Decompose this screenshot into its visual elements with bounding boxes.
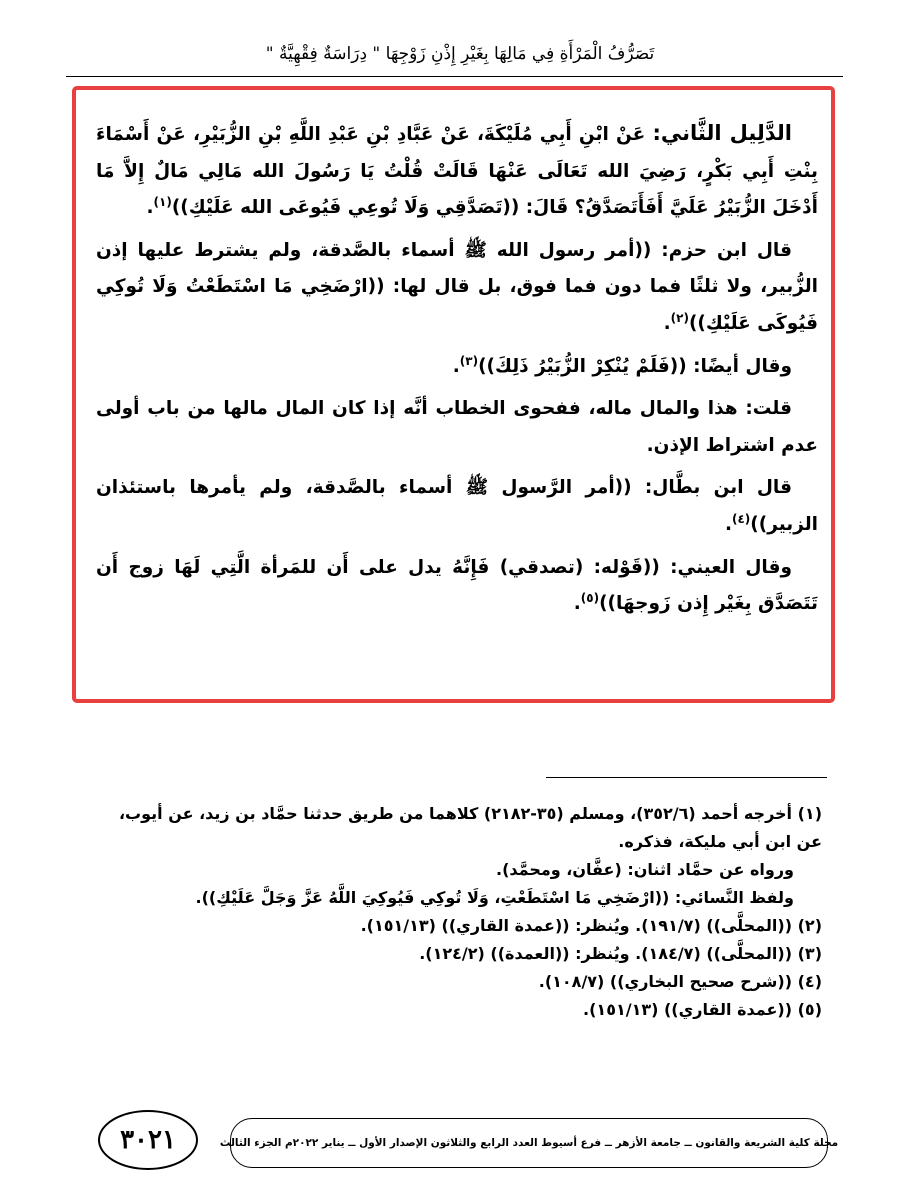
paragraph-text: وقال العيني: ((قَوْله: (تصدقي) فَإِنَّهُ يدل على أَن للمَرأة الَّتِي لَهَا زوج أَن تَتَصَدَّق بِغَيْر إِذن زَوجهَا)) <box>96 556 818 615</box>
paragraph-text: عَنْ ابْنِ أَبِي مُلَيْكَةَ، عَنْ عَبَّادِ بْنِ عَبْدِ اللَّهِ بْنِ الزُّبَيْرِ، عَنْ أَسْمَاءَ بِنْتِ أَبِي بَكْرٍ، رَضِيَ الله تَعَالَى عَنْهَا قَالَتْ قُلْتُ يَا رَسُولَ الله مَالِي مَالٌ إِلاَّ مَا أَدْخَلَ الزُّبَيْرُ عَلَيَّ أَفَأَتَصَدَّقُ؟ قَالَ: ((تَصَدَّقِي وَلَا تُوعِي فَيُوعَى الله عَلَيْكِ)) <box>96 124 818 219</box>
section-lead: الدَّلِيل الثَّاني: <box>652 121 793 145</box>
footnote-4: (٤) ((شرح صحيح البخاري)) (١٠٨/٧). <box>538 972 822 991</box>
paragraph-text: قلت: هذا والمال ماله، ففحوى الخطاب أنَّه إذا كان المال مالها من باب أولى عدم اشتراط الإذن. <box>96 398 818 456</box>
footnotes <box>96 800 822 1024</box>
paragraph-ibn-hazm-also: وقال أيضًا: ((فَلَمْ يُنْكِرْ الزُّبَيْرُ ذَلِكَ))$^{(٣)}$. <box>452 353 792 377</box>
footnote-ref-3[interactable]: (٣) <box>459 353 479 368</box>
running-header: تَصَرُّفُ الْمَرْأَةِ فِي مَالِهَا بِغَيْرِ إِذْنِ زَوْجِهَا " دِرَاسَةٌ فِقْهِيَّةٌ " <box>265 44 655 64</box>
paragraph-text: قال ابن بطَّال: ((أمر الرَّسول ﷺ أسماء بالصَّدقة، ولم يأمرها باستئذان الزبير)) <box>96 477 818 535</box>
footnote-divider <box>546 777 827 778</box>
footnote-ref-4[interactable]: (٤) <box>731 511 751 526</box>
footnote-1-narrators: ورواه عن حمَّاد اثنان: (عفَّان، ومحمَّد). <box>495 860 794 879</box>
paragraph-text: وقال أيضًا: ((فَلَمْ يُنْكِرْ الزُّبَيْرُ ذَلِكَ)) <box>478 355 792 377</box>
footnote-5: (٥) ((عمدة القاري)) (١٥١/١٣). <box>583 1000 822 1019</box>
footnote-ref-2[interactable]: (٢) <box>670 310 689 325</box>
footnote-ref-1[interactable]: (١) <box>153 195 172 210</box>
paragraph-evidence-two: الدَّلِيل الثَّاني: عَنْ ابْنِ أَبِي مُلَيْكَةَ، عَنْ عَبَّادِ بْنِ عَبْدِ اللَّهِ بْنِ الزُّبَيْرِ، عَنْ أَسْمَاءَ بِنْتِ أَبِي بَكْرٍ، رَضِيَ الله تَعَالَى عَنْهَا قَالَتْ قُلْتُ يَا رَسُولَ الله مَالِي مَالٌ إِلاَّ مَا أَدْخَلَ الزُّبَيْرُ عَلَيَّ أَفَأَتَصَدَّقُ؟ قَالَ: ((تَصَدَّقِي وَلَا تُوعِي فَيُوعَى الله عَلَيْكِ))$^{(١)}$. <box>96 121 818 219</box>
header-divider <box>66 76 843 77</box>
journal-footer: مجلة كلية الشريعة والقانون ــ جامعة الأزهر ــ فرع أسيوط العدد الرابع والثلاثون الإصدار الأول ــ يناير ٢٠٢٢م الجزء الثالث <box>230 1118 828 1168</box>
footnote-2: (٢) ((المحلَّى)) (١٩١/٧). ويُنظر: ((عمدة القاري)) (١٥١/١٣). <box>360 916 822 935</box>
footnote-1: (١) أخرجه أحمد (٣٥٢/٦)، ومسلم (٣٥-٢١٨٢) كلاهما من طريق حدثنا حمَّاد بن زيد، عن أيوب، عن ابن أبي مليكة، فذكره. <box>118 804 822 851</box>
footnote-3: (٣) ((المحلَّى)) (١٨٤/٧). ويُنظر: ((العمدة)) (١٢٤/٢). <box>419 944 822 963</box>
page-number: ٣٠٢١ <box>98 1110 198 1170</box>
main-text <box>96 115 818 629</box>
footnote-1-nasai: ولفظ النَّسائي: ((ارْضَخِي مَا اسْتَطَعْتِ، وَلَا تُوكِي فَيُوكِيَ اللَّهُ عَزَّ وَجَلَّ عَلَيْكِ)). <box>195 888 794 907</box>
paragraph-author-note <box>96 391 818 464</box>
paragraph-ibn-battal: قال ابن بطَّال: ((أمر الرَّسول ﷺ أسماء بالصَّدقة، ولم يأمرها باستئذان الزبير))$^{(٤)}$. <box>96 477 818 535</box>
paragraph-ibn-hazm: قال ابن حزم: ((أمر رسول الله ﷺ أسماء بالصَّدقة، ولم يشترط عليها إذن الزُّبير، ولا ثلثًا فما دون فما فوق، بل قال لها: ((ارْضَخِي مَا اسْتَطَعْتُ وَلَا تُوكِي فَيُوكَى عَلَيْكِ))$^{(٢)}$. <box>96 239 818 334</box>
footnote-ref-5[interactable]: (٥) <box>580 590 600 605</box>
paragraph-al-ayni: وقال العيني: ((قَوْله: (تصدقي) فَإِنَّهُ يدل على أَن للمَرأة الَّتِي لَهَا زوج أَن تَتَصَدَّق بِغَيْر إِذن زَوجهَا))$^{(٥)}$. <box>96 556 818 615</box>
paragraph-text: قال ابن حزم: ((أمر رسول الله ﷺ أسماء بالصَّدقة، ولم يشترط عليها إذن الزُّبير، ولا ثلثًا فما دون فما فوق، بل قال لها: ((ارْضَخِي مَا اسْتَطَعْتُ وَلَا تُوكِي فَيُوكَى عَلَيْكِ)) <box>96 239 818 334</box>
